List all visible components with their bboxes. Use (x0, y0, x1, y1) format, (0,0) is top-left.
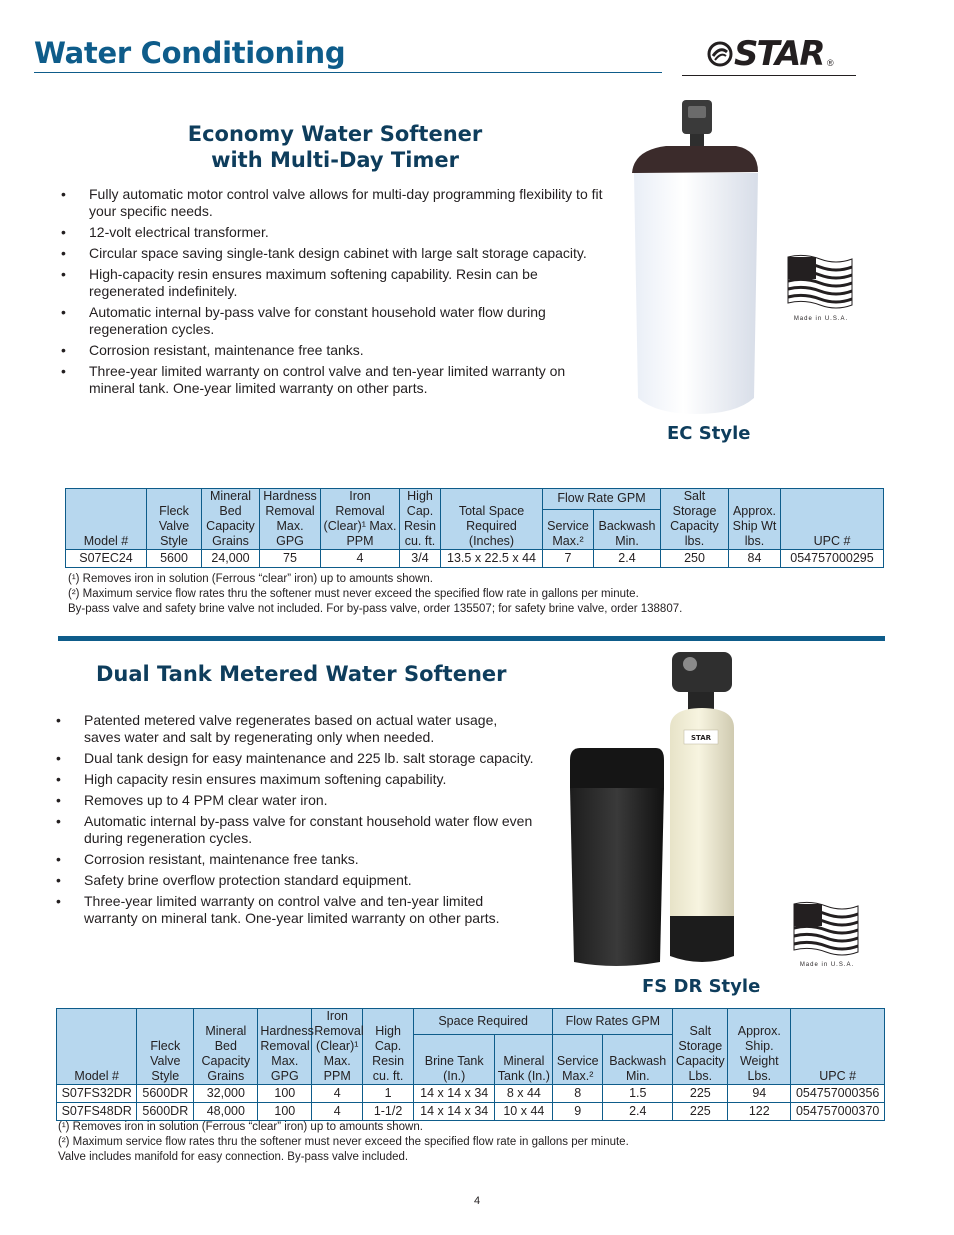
col-ship-weight: Approx. Ship. Weight Lbs. (728, 1009, 791, 1085)
cell: 2.4 (603, 1103, 673, 1121)
list-item: • Removes up to 4 PPM clear water iron. (56, 792, 536, 809)
cell: 054757000356 (791, 1085, 885, 1103)
cell: 5600DR (137, 1103, 194, 1121)
col-service: Service Max.² (543, 509, 594, 549)
cell: 3/4 (400, 550, 441, 568)
section1-heading (150, 121, 520, 173)
usa-flag-icon (786, 253, 856, 317)
col-fleck-valve: Fleck Valve Style (147, 489, 202, 550)
ec-spec-table (65, 488, 884, 568)
cell: 94 (728, 1085, 791, 1103)
col-ship-weight: Approx. Ship Wt lbs. (729, 489, 781, 550)
footnote: (²) Maximum service flow rates thru the softener must never exceed the specified flow rate in gallons per minute. (68, 588, 639, 600)
table-row (57, 1085, 885, 1103)
list-item: • High capacity resin ensures maximum softening capability. (56, 771, 536, 788)
footnote: (¹) Removes iron in solution (Ferrous “clear” iron) up to amounts shown. (68, 573, 433, 585)
list-item: • High-capacity resin ensures maximum softening capability. Resin can be regenerated indefinitely. (61, 266, 611, 300)
star-logo-emblem-icon (706, 40, 734, 68)
made-in-usa-caption: Made in U.S.A. (793, 316, 849, 322)
list-item: • Automatic internal by-pass valve for constant household water flow during regeneration cycles. (61, 304, 611, 338)
col-mineral-bed: Mineral Bed Capacity Grains (202, 489, 260, 550)
cell: 4 (312, 1085, 363, 1103)
cell: 9 (553, 1103, 603, 1121)
col-total-space: Total Space Required (Inches) (441, 489, 543, 550)
cell: 8 (553, 1085, 603, 1103)
col-fleck-valve: Fleck Valve Style (137, 1009, 194, 1085)
col-hardness: Hardness Removal Max. GPG (258, 1009, 312, 1085)
section2-feature-list (56, 712, 536, 931)
cell: 054757000295 (781, 550, 884, 568)
logo-registered-mark: ® (827, 58, 834, 68)
cell: 1-1/2 (363, 1103, 414, 1121)
footnote: Valve includes manifold for easy connection. By-pass valve included. (58, 1151, 409, 1163)
ec-softener-image (626, 98, 766, 418)
col-salt-storage: Salt Storage Capacity lbs. (661, 489, 729, 550)
list-item: • Circular space saving single-tank design cabinet with large salt storage capacity. (61, 245, 611, 262)
col-upc: UPC # (791, 1009, 885, 1085)
cell: 14 x 14 x 34 (414, 1085, 495, 1103)
logo-rule (682, 75, 856, 76)
page-title: Water Conditioning (34, 36, 346, 70)
cell: 7 (543, 550, 594, 568)
table-header-row (66, 489, 884, 510)
list-item: • Safety brine overflow protection standard equipment. (56, 872, 536, 889)
list-item: • Fully automatic motor control valve allows for multi-day programming flexibility to fit your specific needs. (61, 186, 611, 220)
cell: 13.5 x 22.5 x 44 (441, 550, 543, 568)
col-backwash: Backwash Min. (603, 1034, 673, 1084)
cell: 1 (363, 1085, 414, 1103)
col-mineral-bed: Mineral Bed Capacity Grains (194, 1009, 258, 1085)
cell: 5600DR (137, 1085, 194, 1103)
fsdr-spec-table (56, 1008, 885, 1121)
fsdr-softener-image (566, 650, 746, 972)
cell: 100 (258, 1103, 312, 1121)
tank-star-label: STAR (690, 734, 712, 742)
list-item: • Corrosion resistant, maintenance free tanks. (61, 342, 611, 359)
logo-wordmark: STAR (734, 34, 824, 74)
col-upc: UPC # (781, 489, 884, 550)
footnote: (¹) Removes iron in solution (Ferrous “clear” iron) up to amounts shown. (58, 1121, 423, 1133)
cell: 32,000 (194, 1085, 258, 1103)
cell: 4 (321, 550, 400, 568)
list-item: • Three-year limited warranty on control valve and ten-year limited warranty on mineral tank. One-year limited warranty on other parts. (61, 363, 611, 397)
footnote: By-pass valve and safety brine valve not included. For by-pass valve, order 135507; for safety brine valve, order 138807. (68, 603, 683, 615)
cell: S07FS32DR (57, 1085, 137, 1103)
title-rule (34, 72, 662, 73)
col-brine-tank: Brine Tank (In.) (414, 1034, 495, 1084)
cell: 24,000 (202, 550, 260, 568)
col-high-cap: High Cap. Resin cu. ft. (400, 489, 441, 550)
cell: 250 (661, 550, 729, 568)
section2-footnotes (58, 1120, 629, 1165)
col-group-space-required: Space Required (414, 1009, 553, 1035)
fsdr-style-label: FS DR Style (642, 976, 761, 997)
cell: S07EC24 (66, 550, 147, 568)
cell: 5600 (147, 550, 202, 568)
section2-title: Dual Tank Metered Water Softener (96, 662, 507, 686)
cell: S07FS48DR (57, 1103, 137, 1121)
cell: 84 (729, 550, 781, 568)
col-group-flow-rates: Flow Rates GPM (553, 1009, 673, 1035)
cell: 1.5 (603, 1085, 673, 1103)
col-iron: Iron Removal (Clear)¹ Max. PPM (312, 1009, 363, 1085)
section1-title-line2: with Multi-Day Timer (211, 148, 459, 172)
list-item: • Patented metered valve regenerates based on actual water usage, saves water and salt by regenerating only when needed. (56, 712, 536, 746)
col-iron: Iron Removal (Clear)¹ Max. PPM (321, 489, 400, 550)
list-item: • Three-year limited warranty on control valve and ten-year limited warranty on mineral tank. One-year limited warranty on other parts. (56, 893, 536, 927)
cell: 122 (728, 1103, 791, 1121)
col-hardness: Hardness Removal Max. GPG (260, 489, 321, 550)
table-header-row (57, 1009, 885, 1035)
col-backwash: Backwash Min. (594, 509, 661, 549)
footnote: (²) Maximum service flow rates thru the softener must never exceed the specified flow rate in gallons per minute. (58, 1136, 629, 1148)
cell: 48,000 (194, 1103, 258, 1121)
list-item: • Corrosion resistant, maintenance free tanks. (56, 851, 536, 868)
usa-flag-icon (792, 900, 862, 962)
made-in-usa-caption: Made in U.S.A. (799, 962, 855, 968)
ec-style-label: EC Style (667, 423, 751, 444)
star-logo (706, 34, 846, 74)
list-item: • Automatic internal by-pass valve for constant household water flow even during regeneration cycles. (56, 813, 536, 847)
list-item: • 12-volt electrical transformer. (61, 224, 611, 241)
cell: 4 (312, 1103, 363, 1121)
section1-footnotes (68, 572, 682, 617)
section1-title-line1: Economy Water Softener (187, 122, 483, 146)
cell: 225 (673, 1103, 728, 1121)
col-service: Service Max.² (553, 1034, 603, 1084)
cell: 2.4 (594, 550, 661, 568)
cell: 75 (260, 550, 321, 568)
cell: 054757000370 (791, 1103, 885, 1121)
cell: 14 x 14 x 34 (414, 1103, 495, 1121)
col-model: Model # (57, 1009, 137, 1085)
cell: 225 (673, 1085, 728, 1103)
cell: 8 x 44 (495, 1085, 553, 1103)
col-mineral-tank: Mineral Tank (In.) (495, 1034, 553, 1084)
col-group-flow-rate: Flow Rate GPM (543, 489, 661, 510)
table-row (66, 550, 884, 568)
cell: 10 x 44 (495, 1103, 553, 1121)
col-high-cap: High Cap. Resin cu. ft. (363, 1009, 414, 1085)
col-model: Model # (66, 489, 147, 550)
section-divider (58, 636, 885, 641)
col-salt-storage: Salt Storage Capacity Lbs. (673, 1009, 728, 1085)
page-number: 4 (473, 1195, 481, 1207)
section1-feature-list (61, 186, 611, 401)
list-item: • Dual tank design for easy maintenance and 225 lb. salt storage capacity. (56, 750, 536, 767)
table-row (57, 1103, 885, 1121)
cell: 100 (258, 1085, 312, 1103)
